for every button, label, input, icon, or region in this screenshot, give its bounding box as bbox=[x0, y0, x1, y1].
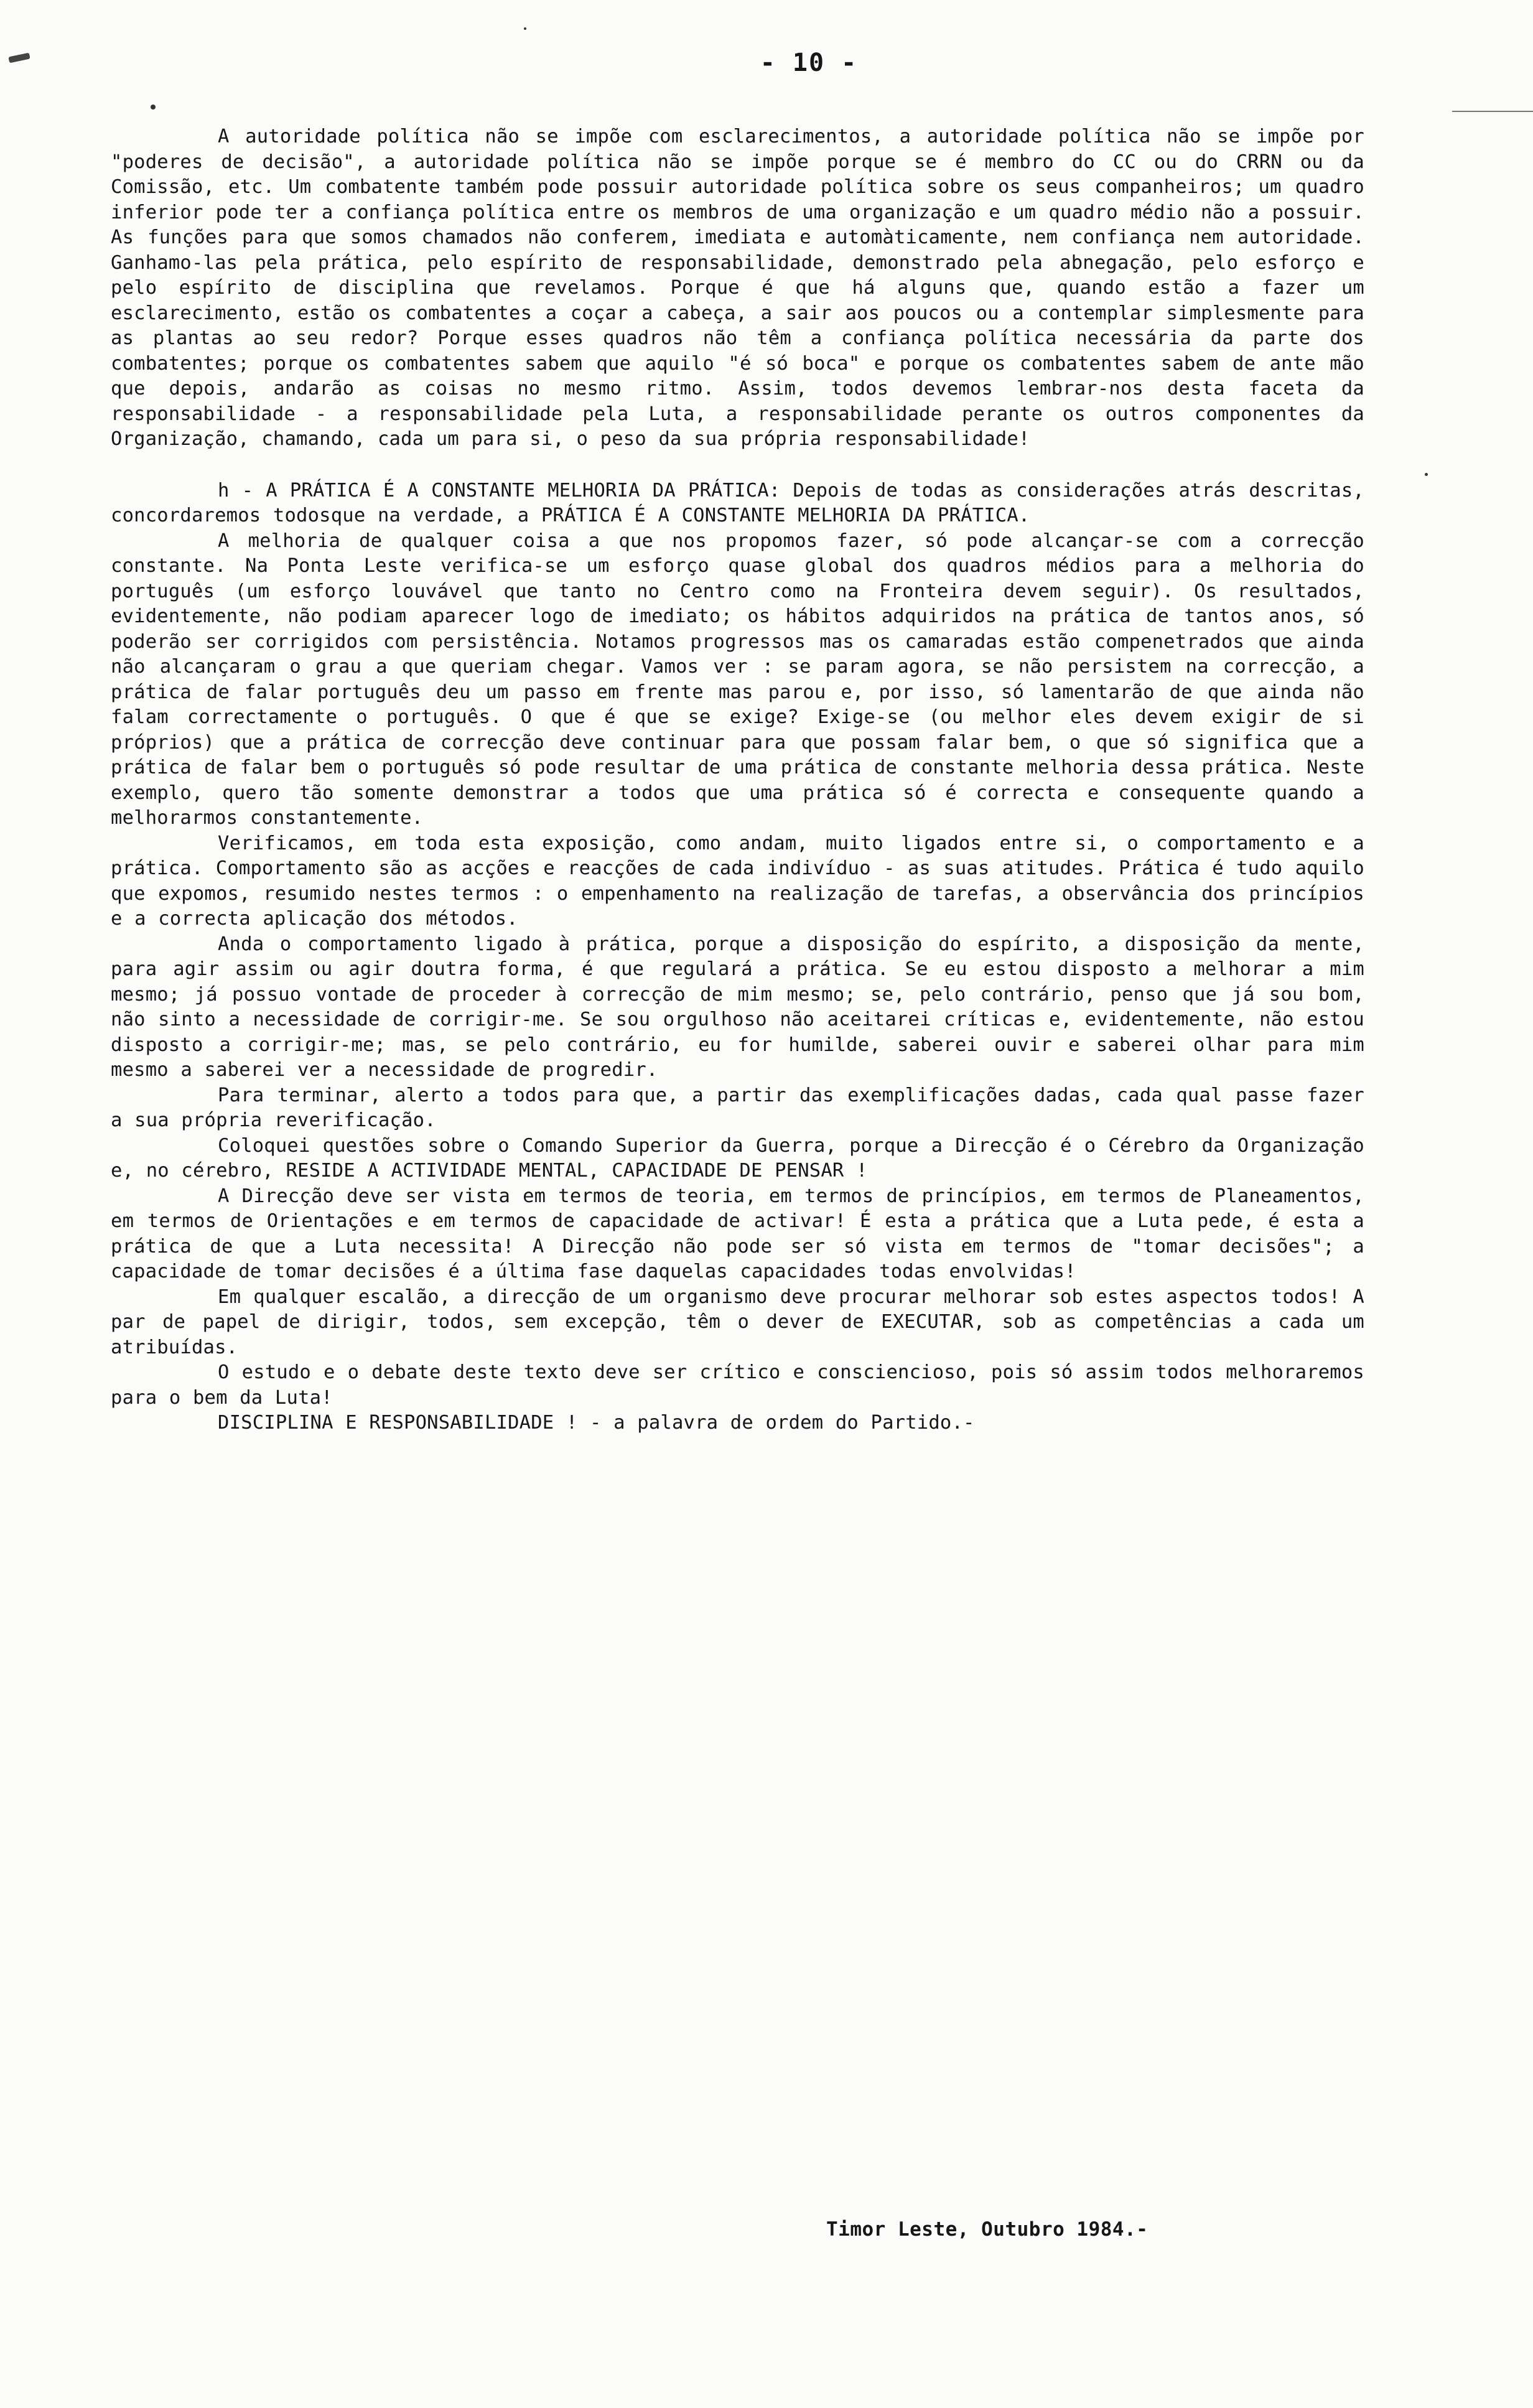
ink-smudge bbox=[8, 53, 30, 63]
section-heading-h: h - A PRÁTICA É A CONSTANTE MELHORIA DA PRÁTICA: Depois de todas as considerações atrás descritas, concordaremos todosque na verdade, a PRÁTICA É A CONSTANTE MELHORIA DA PRÁTICA. bbox=[111, 479, 1364, 526]
paragraph-direction: A Direcção deve ser vista em termos de teoria, em termos de princípios, em termos de Planeamentos, em termos de Orientações e em termos de capacidade de activar! É esta a prática que a Luta pede, é esta a prática de que a Luta necessita! A Direcção não pode ser só vista em termos de "tomar decisões"; a capacidade de tomar decisões é a última fase daquelas capacidades todas envolvidas! bbox=[111, 1185, 1364, 1282]
paragraph-execution: Em qualquer escalão, a direcção de um organismo deve procurar melhorar sob estes aspectos todos! A par de papel de dirigir, todos, sem excepção, têm o dever de EXECUTAR, sob as competências a cada um atribuídas. bbox=[111, 1286, 1364, 1358]
paragraph-study: O estudo e o debate deste texto deve ser crítico e consciencioso, pois só assim todos melhoraremos para o bem da Luta! bbox=[111, 1361, 1364, 1409]
ink-speck bbox=[1425, 473, 1428, 476]
paragraph-political-authority: A autoridade política não se impõe com esclarecimentos, a autoridade política não se impõe por "poderes de decisão", a autoridade política não se impõe porque se é membro do CC ou do CRRN ou da Comissão, etc. Um combatente também pode possuir autoridade política sobre os seus companheiros; um quadro inferior pode ter a confiança política entre os membros de uma organização e um quadro médio não a possuir. As funções para que somos chamados não conferem, imediata e automàticamente, nem confiança nem autoridade. Ganhamo-las pela prática, pelo espírito de responsabilidade, demonstrado pela abnegação, pelo esforço e pelo espírito de disciplina que revelamos. Porque é que há alguns que, quando estão a fazer um esclarecimento, estão os combatentes a coçar a cabeça, a sair aos poucos ou a contemplar simplesmente para as plantas ao seu redor? Porque esses quadros não têm a confiança política necessária da parte dos combatentes; porque os combatentes sabem que aquilo "é só boca" e porque os combatentes sabem de ante mão que depois, andarão as coisas no mesmo ritmo. Assim, todos devemos lembrar-nos desta faceta da responsabilidade - a responsabilidade pela Luta, a responsabilidade perante os outros componentes da Organização, chamando, cada um para si, o peso da sua própria responsabilidade! bbox=[111, 126, 1364, 450]
paragraph-disposition: Anda o comportamento ligado à prática, porque a disposição do espírito, a disposição da mente, para agir assim ou agir doutra forma, é que regulará a prática. Se eu estou disposto a melhorar a mim mesmo; já possuo vontade de proceder à correcção de mim mesmo; se, pelo contrário, penso que já sou bom, não sinto a necessidade de corrigir-me. Se sou orgulhoso não aceitarei críticas e, evidentemente, não estou disposto a corrigir-me; mas, se pelo contrário, eu for humilde, saberei ouvir e saberei olhar para mim mesmo a saberei ver a necessidade de progredir. bbox=[111, 933, 1364, 1081]
paragraph-command: Coloquei questões sobre o Comando Superior da Guerra, porque a Direcção é o Cérebro da Organização e, no cérebro, RESIDE A ACTIVIDADE MENTAL, CAPACIDADE DE PENSAR ! bbox=[111, 1134, 1364, 1182]
ink-speck bbox=[151, 105, 156, 110]
page-number: - 10 - bbox=[760, 49, 858, 77]
ink-speck bbox=[524, 27, 526, 30]
document-body bbox=[111, 124, 1364, 1436]
paragraph-closing-alert: Para terminar, alerto a todos para que, a partir das exemplificações dadas, cada qual passe fazer a sua própria reverificação. bbox=[111, 1084, 1364, 1131]
place-date-signature: Timor Leste, Outubro 1984.- bbox=[826, 2218, 1149, 2241]
party-slogan: DISCIPLINA E RESPONSABILIDADE ! - a palavra de ordem do Partido.- bbox=[218, 1412, 975, 1434]
margin-rule bbox=[1452, 111, 1533, 112]
paragraph-behaviour-practice: Verificamos, em toda esta exposição, como andam, muito ligados entre si, o comportamento e a prática. Comportamento são as acções e reacções de cada indivíduo - as suas atitudes. Prática é tudo aquilo que expomos, resumido nestes termos : o empenhamento na realização de tarefas, a observância dos princípios e a correcta aplicação dos métodos. bbox=[111, 832, 1364, 930]
paragraph-improvement: A melhoria de qualquer coisa a que nos propomos fazer, só pode alcançar-se com a correcção constante. Na Ponta Leste verifica-se um esforço quase global dos quadros médios para a melhoria do português (um esforço louvável que tanto no Centro como na Fronteira devem seguir). Os resultados, evidentemente, não podiam aparecer logo de imediato; os hábitos adquiridos na prática de tantos anos, só poderão ser corrigidos com persistência. Notamos progressos mas os camaradas estão compenetrados que ainda não alcançaram o grau a que queriam chegar. Vamos ver : se param agora, se não persistem na correcção, a prática de falar português deu um passo em frente mas parou e, por isso, só lamentarão de que ainda não falam correctamente o português. O que é que se exige? Exige-se (ou melhor eles devem exigir de si próprios) que a prática de correcção deve continuar para que possam falar bem, o que só significa que a prática de falar bem o português só pode resultar de uma prática de constante melhoria dessa prática. Neste exemplo, quero tão somente demonstrar a todos que uma prática só é correcta e consequente quando a melhorarmos constantemente. bbox=[111, 530, 1364, 829]
